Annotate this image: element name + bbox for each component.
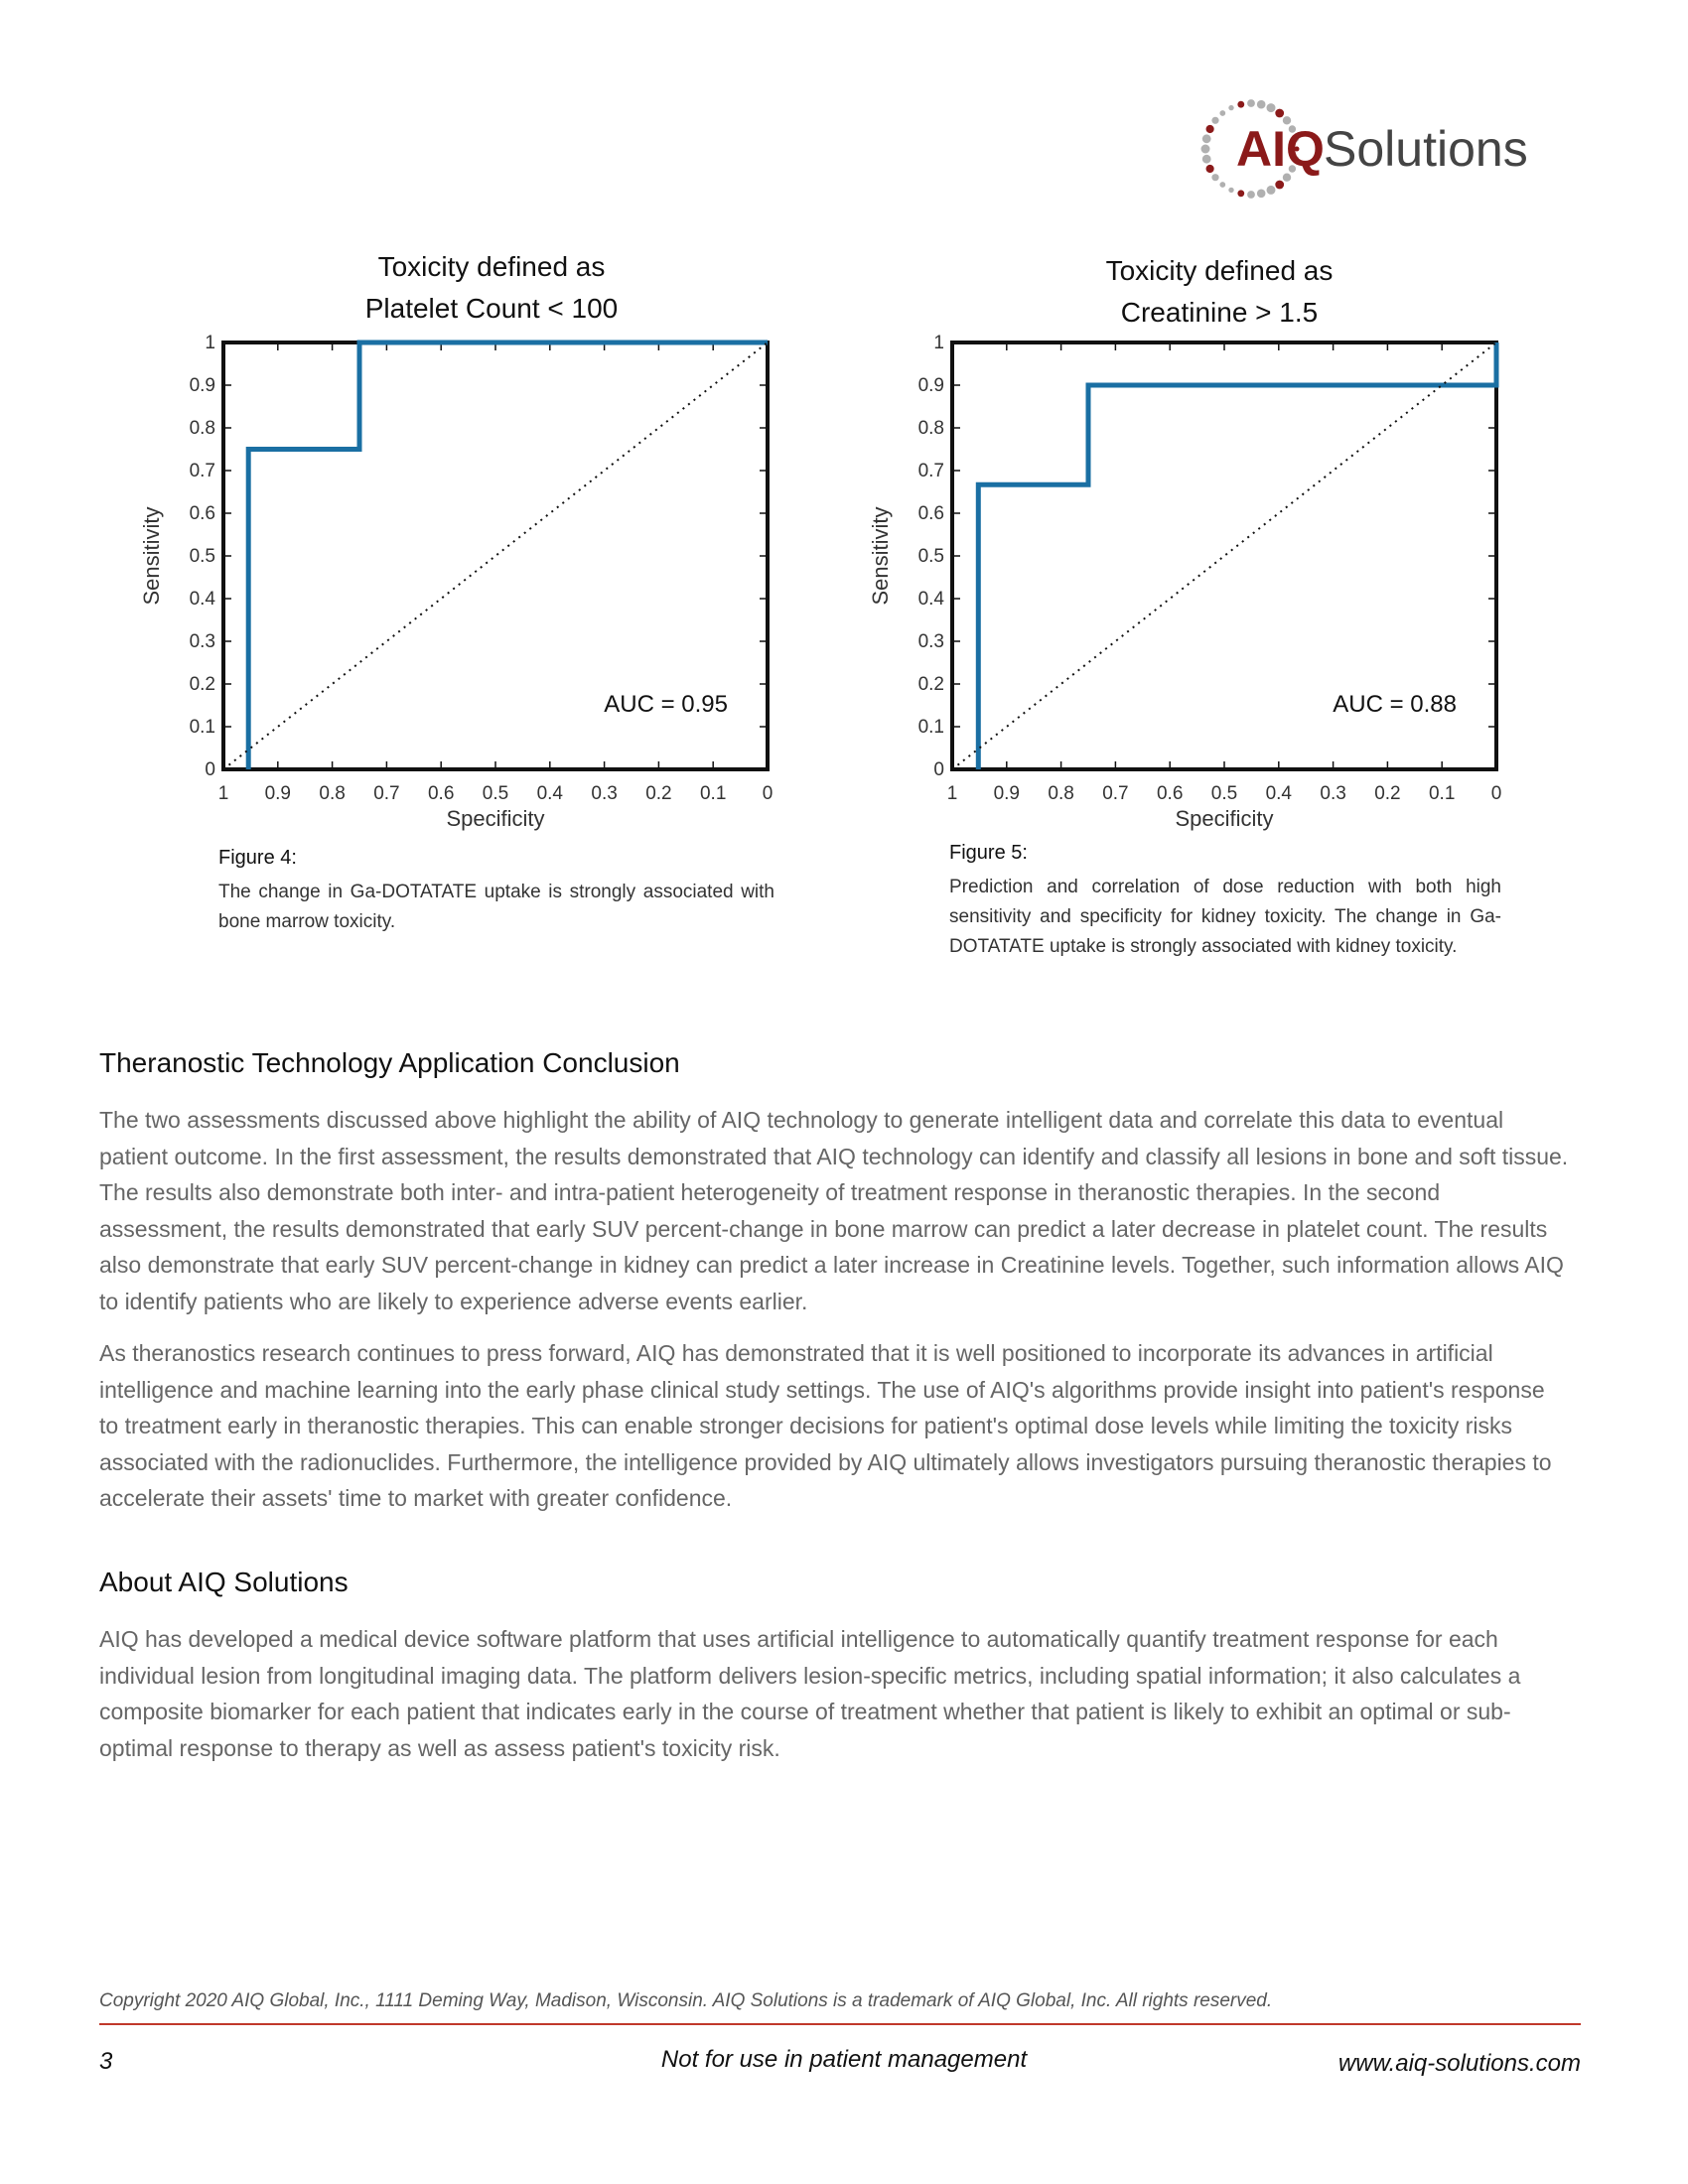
logo-dot xyxy=(1267,186,1276,195)
logo-dot xyxy=(1211,117,1218,124)
chart-2-title-line1: Toxicity defined as xyxy=(1105,255,1334,286)
chart-2-title-line2: Creatinine > 1.5 xyxy=(1120,297,1319,328)
y-tick-label: 0.8 xyxy=(189,418,215,439)
x-tick-label: 0.1 xyxy=(699,783,727,804)
conclusion-heading: Theranostic Technology Application Conclusion xyxy=(99,1047,680,1078)
y-tick-label: 0.7 xyxy=(917,461,944,481)
x-tick-label: 0.9 xyxy=(264,783,292,804)
figure-4-caption xyxy=(218,847,774,937)
y-axis-label: Sensitivity xyxy=(868,506,893,606)
logo-dot xyxy=(1275,109,1284,118)
figure-4-text: The change in Ga-DOTATATE uptake is strongly associated with bone marrow toxicity. xyxy=(218,882,774,932)
logo-dot xyxy=(1257,100,1266,109)
x-tick-label: 0.3 xyxy=(1320,783,1346,804)
x-tick-label: 0.4 xyxy=(536,783,564,804)
logo-dot xyxy=(1206,165,1214,173)
logo-dot xyxy=(1237,190,1244,197)
logo-dot xyxy=(1247,191,1255,199)
conclusion-paragraph-2: As theranostics research continues to press forward, AIQ has demonstrated that it is well positioned to incorporate its advances in artificial intelligence and machine learning into the early phase clinical study settings. The use of AIQ's algorithms provide insight into patient's response to treatment early in theranostic therapies. This can enable stronger decisions for patient's optimal dose levels while limiting the toxicity risks associated with the radionuclides. Furthermore, the intelligence provided by AIQ ultimately allows investigators pursuing theranostic therapies to accelerate their assets' time to market with greater confidence. xyxy=(99,1340,1552,1511)
page-number: 3 xyxy=(99,2048,113,2075)
logo-dot xyxy=(1257,190,1266,199)
logo-graphic xyxy=(1196,94,1594,204)
y-tick-label: 0.9 xyxy=(189,375,215,396)
chart-1-title xyxy=(194,246,789,330)
x-axis-label: Specificity xyxy=(1175,806,1274,831)
footer-disclaimer: Not for use in patient management xyxy=(660,2046,1028,2073)
y-tick-label: 0.1 xyxy=(917,717,944,738)
copyright-notice: Copyright 2020 AIQ Global, Inc., 1111 Deming Way, Madison, Wisconsin. AIQ Solutions is a trademark of AIQ Global, Inc. All rights reserved. xyxy=(99,1990,1273,2011)
y-tick-label: 0.4 xyxy=(917,589,944,610)
x-tick-label: 0.4 xyxy=(1265,783,1293,804)
logo-dot xyxy=(1219,182,1225,188)
x-tick-label: 0.2 xyxy=(1374,783,1401,804)
logo-text-aiq: AIQ xyxy=(1236,121,1325,177)
logo-dot xyxy=(1275,181,1284,190)
x-tick-label: 0.1 xyxy=(1428,783,1456,804)
y-tick-label: 1 xyxy=(205,333,215,353)
logo-dot xyxy=(1202,134,1211,143)
x-tick-label: 0.9 xyxy=(993,783,1021,804)
logo-dot xyxy=(1219,110,1225,116)
x-tick-label: 0.6 xyxy=(1156,783,1184,804)
logo-dot xyxy=(1228,105,1233,110)
chart-1-title-line1: Toxicity defined as xyxy=(377,251,606,282)
figure-4-label: Figure 4: xyxy=(218,847,297,869)
x-tick-label: 1 xyxy=(946,783,958,804)
y-tick-label: 1 xyxy=(933,333,944,353)
x-tick-label: 0.8 xyxy=(319,783,346,804)
y-tick-label: 0.3 xyxy=(189,631,215,652)
y-tick-label: 0.9 xyxy=(917,375,944,396)
about-paragraph: AIQ has developed a medical device software platform that uses artificial intelligence to automatically quantify treatment response for each individual lesion from longitudinal imaging data. The platform delivers lesion-specific metrics, including spatial information; it also calculates a composite biomarker for each patient that indicates early in the course of treatment whether that patient is likely to exhibit an optimal or sub-optimal response to therapy as well as assess patient's toxicity risk. xyxy=(99,1626,1521,1761)
figure-5-label: Figure 5: xyxy=(949,842,1028,864)
x-tick-label: 0.7 xyxy=(373,783,400,804)
x-tick-label: 0.8 xyxy=(1048,783,1074,804)
auc-annotation: AUC = 0.95 xyxy=(604,691,728,718)
roc-chart-creatinine xyxy=(868,328,1513,844)
logo-text-solutions: Solutions xyxy=(1324,121,1528,177)
logo-dot xyxy=(1267,103,1276,112)
footer-website-link[interactable]: www.aiq-solutions.com xyxy=(1337,2050,1581,2077)
logo-dot xyxy=(1206,125,1214,133)
y-tick-label: 0.2 xyxy=(189,674,215,695)
x-tick-label: 0.5 xyxy=(482,783,509,804)
y-axis-label: Sensitivity xyxy=(139,506,164,606)
y-tick-label: 0.1 xyxy=(189,717,215,738)
x-tick-label: 0.3 xyxy=(591,783,618,804)
footer-divider xyxy=(99,2023,1581,2025)
logo-dot xyxy=(1202,155,1211,164)
y-tick-label: 0.2 xyxy=(917,674,944,695)
x-tick-label: 0 xyxy=(1490,783,1502,804)
y-tick-label: 0 xyxy=(933,759,944,780)
logo-dot xyxy=(1201,145,1210,154)
y-tick-label: 0.5 xyxy=(189,546,215,567)
y-tick-label: 0.7 xyxy=(189,461,215,481)
chart-2-title xyxy=(921,250,1517,334)
x-tick-label: 0.6 xyxy=(427,783,455,804)
auc-annotation: AUC = 0.88 xyxy=(1333,691,1457,718)
logo-dot xyxy=(1211,174,1218,181)
chart-1-title-line2: Platelet Count < 100 xyxy=(364,293,619,324)
x-tick-label: 0.5 xyxy=(1210,783,1238,804)
y-tick-label: 0.4 xyxy=(189,589,215,610)
figure-5-text: Prediction and correlation of dose reduction with both high sensitivity and specificity for kidney toxicity. The change in Ga-DOTATATE uptake is strongly associated with kidney toxicity. xyxy=(949,877,1501,957)
roc-chart-platelet xyxy=(139,328,784,844)
logo-dot xyxy=(1228,188,1233,193)
x-tick-label: 0 xyxy=(762,783,774,804)
x-tick-label: 0.7 xyxy=(1102,783,1129,804)
about-heading: About AIQ Solutions xyxy=(99,1567,349,1597)
y-tick-label: 0.3 xyxy=(917,631,944,652)
figure-5-caption xyxy=(949,842,1501,962)
x-tick-label: 0.2 xyxy=(645,783,672,804)
x-axis-label: Specificity xyxy=(446,806,545,831)
y-tick-label: 0.5 xyxy=(917,546,944,567)
conclusion-paragraph-1: The two assessments discussed above highlight the ability of AIQ technology to generate intelligent data and correlate this data to eventual patient outcome. In the first assessment, the results demonstrated that AIQ technology can identify and classify all lesions in bone and soft tissue. The results also demonstrate both inter- and intra-patient heterogeneity of treatment response in theranostic therapies. In the second assessment, the results demonstrated that early SUV percent-change in bone marrow can predict a later decrease in platelet count. The results also demonstrate that early SUV percent-change in kidney can predict a later increase in Creatinine levels. Together, such information allows AIQ to identify patients who are likely to experience adverse events earlier. xyxy=(99,1107,1569,1314)
y-tick-label: 0.8 xyxy=(917,418,944,439)
x-tick-label: 1 xyxy=(217,783,229,804)
y-tick-label: 0.6 xyxy=(189,503,215,524)
y-tick-label: 0.6 xyxy=(917,503,944,524)
y-tick-label: 0 xyxy=(205,759,215,780)
aiq-solutions-logo xyxy=(1196,94,1594,204)
logo-dot xyxy=(1237,101,1244,108)
logo-dot xyxy=(1247,99,1255,107)
